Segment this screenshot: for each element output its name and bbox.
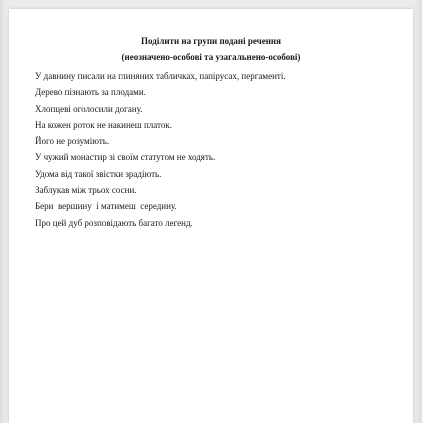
- sentence-2: Дерево пізнають за плодами.: [35, 87, 146, 98]
- document-subtitle: (неозначено-особові та узагальнено-особові): [121, 52, 301, 62]
- sentence-1: У давнину писали на глиняних табличках, папірусах, пергаменті.: [35, 71, 286, 81]
- document-title: Поділити на групи подані речення: [141, 36, 281, 46]
- sentence-4: На кожен роток не накинеш платок.: [35, 119, 172, 130]
- sentence-8: Заблукав між трьох сосни.: [35, 185, 137, 196]
- sentence-6: У чужий монастир зі своїм статутом не ходять.: [35, 152, 216, 163]
- sentence-3: Хлопцеві оголосили догану.: [35, 103, 143, 114]
- sentence-7: Удома від такої звістки зрадіють.: [35, 168, 162, 179]
- sentence-list: [35, 68, 405, 231]
- sentence-5: Його не розуміють.: [35, 136, 110, 147]
- sentence-10: Про цей дуб розповідають багато легенд.: [35, 217, 193, 228]
- sentence-9: Бери вершину і матимеш середину.: [35, 201, 177, 212]
- document-page: [9, 9, 413, 423]
